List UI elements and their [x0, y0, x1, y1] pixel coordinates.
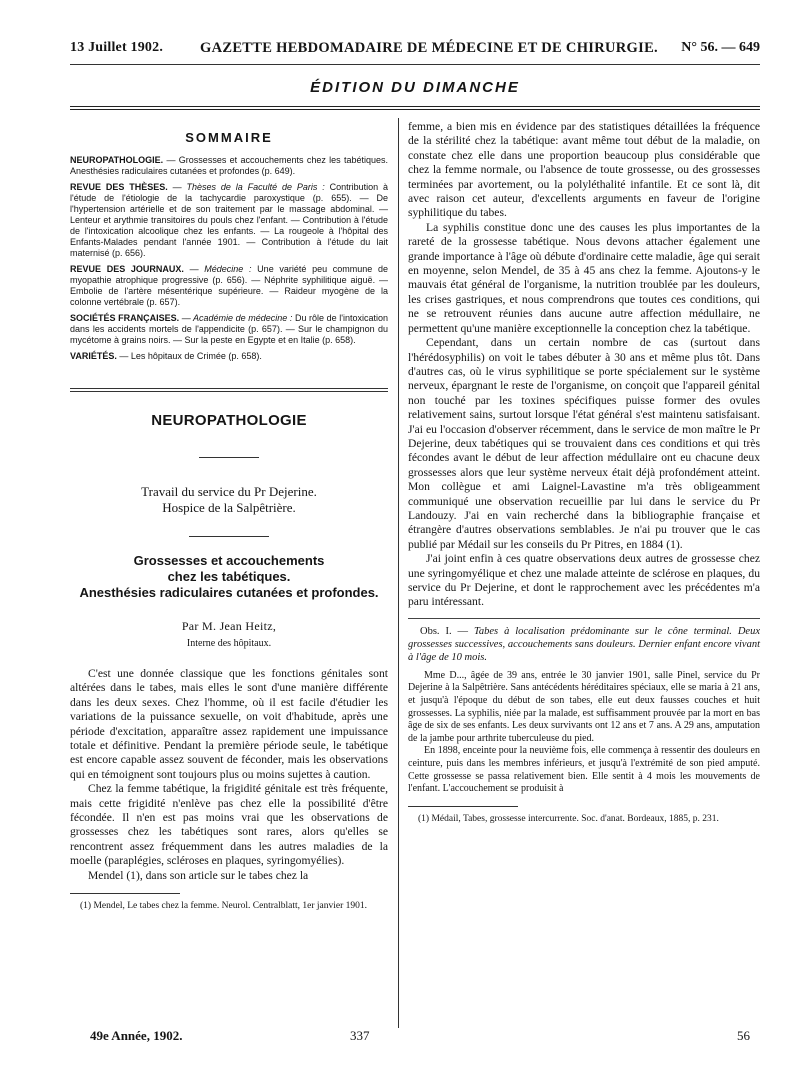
- footnote-rule: [70, 893, 180, 894]
- edition-rule: [70, 106, 760, 107]
- article-title-line-1: Grossesses et accouchements: [133, 553, 325, 568]
- footnote: (1) Mendel, Le tabes chez la femme. Neurol. Centralblatt, 1er janvier 1901.: [80, 901, 367, 912]
- header-rule: [70, 64, 760, 65]
- sommaire-entry-heading: REVUE DES JOURNAUX.: [70, 264, 184, 274]
- sommaire-entry-heading: VARIÉTÉS.: [70, 351, 117, 361]
- body-paragraph: Cependant, dans un certain nombre de cas (surtout dans l'hérédosyphilis) on voit le tabes débuter à 30 ans et même plus tôt. Dans d'autres cas, où le virus syphilitique se porte spécialement sur le système nerveux, épargnant le reste de l'organisme, on conçoit que l'appareil génital non touché par les toxines spécifiques puisse former des ovules relativement sains, surtout lorsque l'état général s'est maintenu satisfaisant. J'ai eu l'occasion d'observer récemment, dans le service de mon maître le Pr Dejerine, deux tabétiques qui se trouvaient dans ces conditions et qui très fécondes avant le début de leur affection médullaire ont eu chacune deux grossesses alors que leur système nerveux était déjà profondément atteint. Mon collègue et ami Laignel-Lavastine m'a très obligeamment communiqué une observation recueillie par lui dans le service du Pr Landouzy. J'ai en vain recherché dans la bibliographie française et étrangère d'autres observations semblables. Je n'ai pu trouver que le cas publié par Médail sur les conseils du Pr Pitres, en 1884 (1).: [408, 336, 760, 551]
- edition-rule-double: [70, 109, 760, 110]
- article-title-line-3: Anesthésies radiculaires cutanées et profondes.: [79, 585, 379, 600]
- sommaire-entry-text: Une variété peu commune de myopathie atrophique progressive (p. 656). — Néphrite syphilitique aiguë. — Embolie de l'artère mésentérique supérieure. — Raideur myogène de la colonne vertébrale (p. 657).: [70, 264, 388, 307]
- section-rule-double: [70, 391, 388, 392]
- service-note: [70, 484, 388, 516]
- sommaire-entry-text: Contribution à l'étude de l'étiologie de la tachycardie paroxystique (p. 655). — De l'hypertension artérielle et de son traitement par le massage abdominal. — Lenteur et arythmie transitoires du pouls chez l'enfant. — Contribution à l'étude de l'intoxication alcoolique chez les enfants. — La rougeole à l'hôpital des Enfants-Malades pendant l'année 1901. — Contribution à l'étude du lait maternisé (p. 656).: [70, 182, 388, 258]
- running-header: [70, 40, 760, 62]
- observation-paragraph: En 1898, enceinte pour la neuvième fois, elle commença à ressentir des douleurs en ceinture, puis dans les membres inférieurs, et jusqu'à l'extrémité de son pied amputé. Cette grossesse se passa relativement bien. Elle sentit à 4 mois les mouvements de l'enfant. L'accouchement se produisit à: [408, 745, 760, 795]
- sommaire-entry-subheading: — Thèses de la Faculté de Paris :: [167, 182, 325, 192]
- body-paragraph: C'est une donnée classique que les fonctions génitales sont altérées dans le tabes, mais elles le sont d'une manière différente dans les deux sexes. Chez l'homme, où il est facile d'étudier les variations de la puissance sexuelle, on voit d'habitude, après une période d'excitation, apparaître assez rapidement une impuissance totale et définitive. Pendant la première période seule, le tabétique est encore capable assez souvent de féconder, mais les observations qui en témoignent sont toujours plus ou moins sujettes à caution.: [70, 667, 388, 781]
- sommaire-entry: [70, 155, 388, 177]
- sommaire-entry-heading: SOCIÉTÉS FRANÇAISES.: [70, 313, 180, 323]
- column-divider: [398, 118, 399, 1028]
- sommaire-entry-text: Du rôle de l'intoxication dans les accidents mortels de l'appendicite (p. 657). — Sur le champignon du mycétome à grains noirs. — Sur la peste en Egypte et en Italie (p. 658).: [70, 313, 389, 345]
- footer-issue: 56: [737, 1028, 750, 1043]
- sommaire-entry-text: — Les hôpitaux de Crimée (p. 658).: [116, 351, 262, 361]
- sommaire-list: [70, 155, 388, 362]
- short-rule: [199, 457, 259, 458]
- footer-page: 337: [350, 1028, 370, 1043]
- observation-label: Obs. I. —: [420, 625, 469, 637]
- observation-title: Tabes à localisation prédominante sur le cône terminal. Deux grossesses successives, accouchements sans douleurs. Dernier enfant encore vivant à l'âge de 10 mois.: [408, 625, 760, 663]
- sommaire-entry-text: — Grossesses et accouchements chez les tabétiques. Anesthésies radiculaires cutanées et profondes (p. 649).: [70, 155, 388, 176]
- sommaire-entry: [70, 182, 388, 259]
- footnote-rule: [408, 806, 518, 807]
- author-role: Interne des hôpitaux.: [186, 638, 272, 649]
- article-title-line-2: chez les tabétiques.: [167, 569, 291, 584]
- right-column: [408, 120, 760, 825]
- section-rule: [70, 388, 388, 389]
- header-date: 13 Juillet 1902.: [70, 40, 164, 55]
- body-paragraph: J'ai joint enfin à ces quatre observations deux autres de grossesse chez une syringomyélique et chez une malade atteinte de sclérose en plaques, du service du Pr Dejerine, et dont le rapprochement avec les précédentes m'a paru intéressant.: [408, 552, 760, 609]
- sommaire-entry: [70, 264, 388, 308]
- article-title: [70, 553, 388, 601]
- observation-paragraph: Mme D..., âgée de 39 ans, entrée le 30 janvier 1901, salle Pinel, service du Pr Dejerine à la Salpêtrière. Sans antécédents héréditaires spéciaux, elle se maria à 21 ans, et jusqu'à l'époque du début de son tabes, elle eut deux fausses couches et huit grossesses. La syphilis, niée par la malade, est suffisamment prouvée par la mort en bas âge de six de ses enfants. Les deux survivants ont 12 ans et 7 ans. A 29 ans, amputation de la jambe pour arthrite tuberculeuse du pied.: [408, 669, 760, 744]
- sommaire-entry-subheading: — Académie de médecine :: [179, 313, 293, 323]
- sommaire-entry-heading: REVUE DES THÈSES.: [70, 182, 168, 192]
- footer-year: 49e Année, 1902.: [90, 1028, 183, 1043]
- body-paragraph: Chez la femme tabétique, la frigidité génitale est très fréquente, mais cette frigidité n'enlève pas chez elle la possibilité d'être fécondée. Il n'en est pas moins vrai que les observations de grossesses chez les tabétiques sont rares, alors qu'elles se rencontrent assez fréquemment dans les autres maladies de la moelle (paraplégies, scléroses en plaques, syringomyélies).: [70, 782, 388, 868]
- observation-rule: [408, 618, 760, 619]
- sommaire-entry: [70, 351, 388, 362]
- edition-title: ÉDITION DU DIMANCHE: [310, 79, 520, 96]
- article-author: Par M. Jean Heitz,: [181, 619, 277, 633]
- sommaire-entry-subheading: — Médecine :: [183, 264, 252, 274]
- sommaire-title: SOMMAIRE: [185, 130, 273, 145]
- header-page-number: N° 56. — 649: [681, 40, 760, 55]
- body-paragraph: femme, a bien mis en évidence par des statistiques détaillées la fréquence de la stérilité chez la tabétique: avant même tout début de la maladie, on constate chez elle dans une proportion beaucoup plus considérable que chez la femme normale, ou l'absence de toute grossesse, ou des grossesses terminées par avortement, ou la polyléthalité infantile. Et ce sont là, dit avec raison cet auteur, d'excellents arguments en faveur de l'origine syphilitique du tabes.: [408, 120, 760, 220]
- sommaire-entry-heading: NEUROPATHOLOGIE.: [70, 155, 164, 165]
- body-paragraph: La syphilis constitue donc une des causes les plus importantes de la rareté de la grossesse tabétique. Nous devons attacher également une grande importance à l'âge où débute d'ordinaire cette maladie, âge qui serait en moyenne, selon Mendel, de 35 à 45 ans chez la femme. Ajoutons-y le mauvais état général de l'organisme, la nutrition troublée par les douleurs, les crises gastriques, et nous comprendrons que toutes ces conditions, qui ne se retrouvent réunies dans aucune autre affection médullaire, ne permettent qu'une manière exceptionnelle la conception chez la tabétique.: [408, 220, 760, 335]
- body-paragraph: Mendel (1), dans son article sur le tabes chez la: [88, 868, 309, 882]
- title-rule: [189, 536, 269, 537]
- section-title: NEUROPATHOLOGIE: [151, 412, 307, 429]
- left-column: [70, 120, 388, 912]
- header-journal-title: GAZETTE HEBDOMADAIRE DE MÉDECINE ET DE CHIRURGIE.: [200, 40, 658, 56]
- footnote: (1) Médail, Tabes, grossesse intercurrente. Soc. d'anat. Bordeaux, 1885, p. 231.: [418, 813, 719, 824]
- sommaire-entry: [70, 313, 388, 346]
- page-footer: [70, 1028, 760, 1048]
- service-line-2: Hospice de la Salpêtrière.: [162, 500, 296, 515]
- service-line-1: Travail du service du Pr Dejerine.: [141, 484, 317, 499]
- observation-heading: [408, 625, 760, 664]
